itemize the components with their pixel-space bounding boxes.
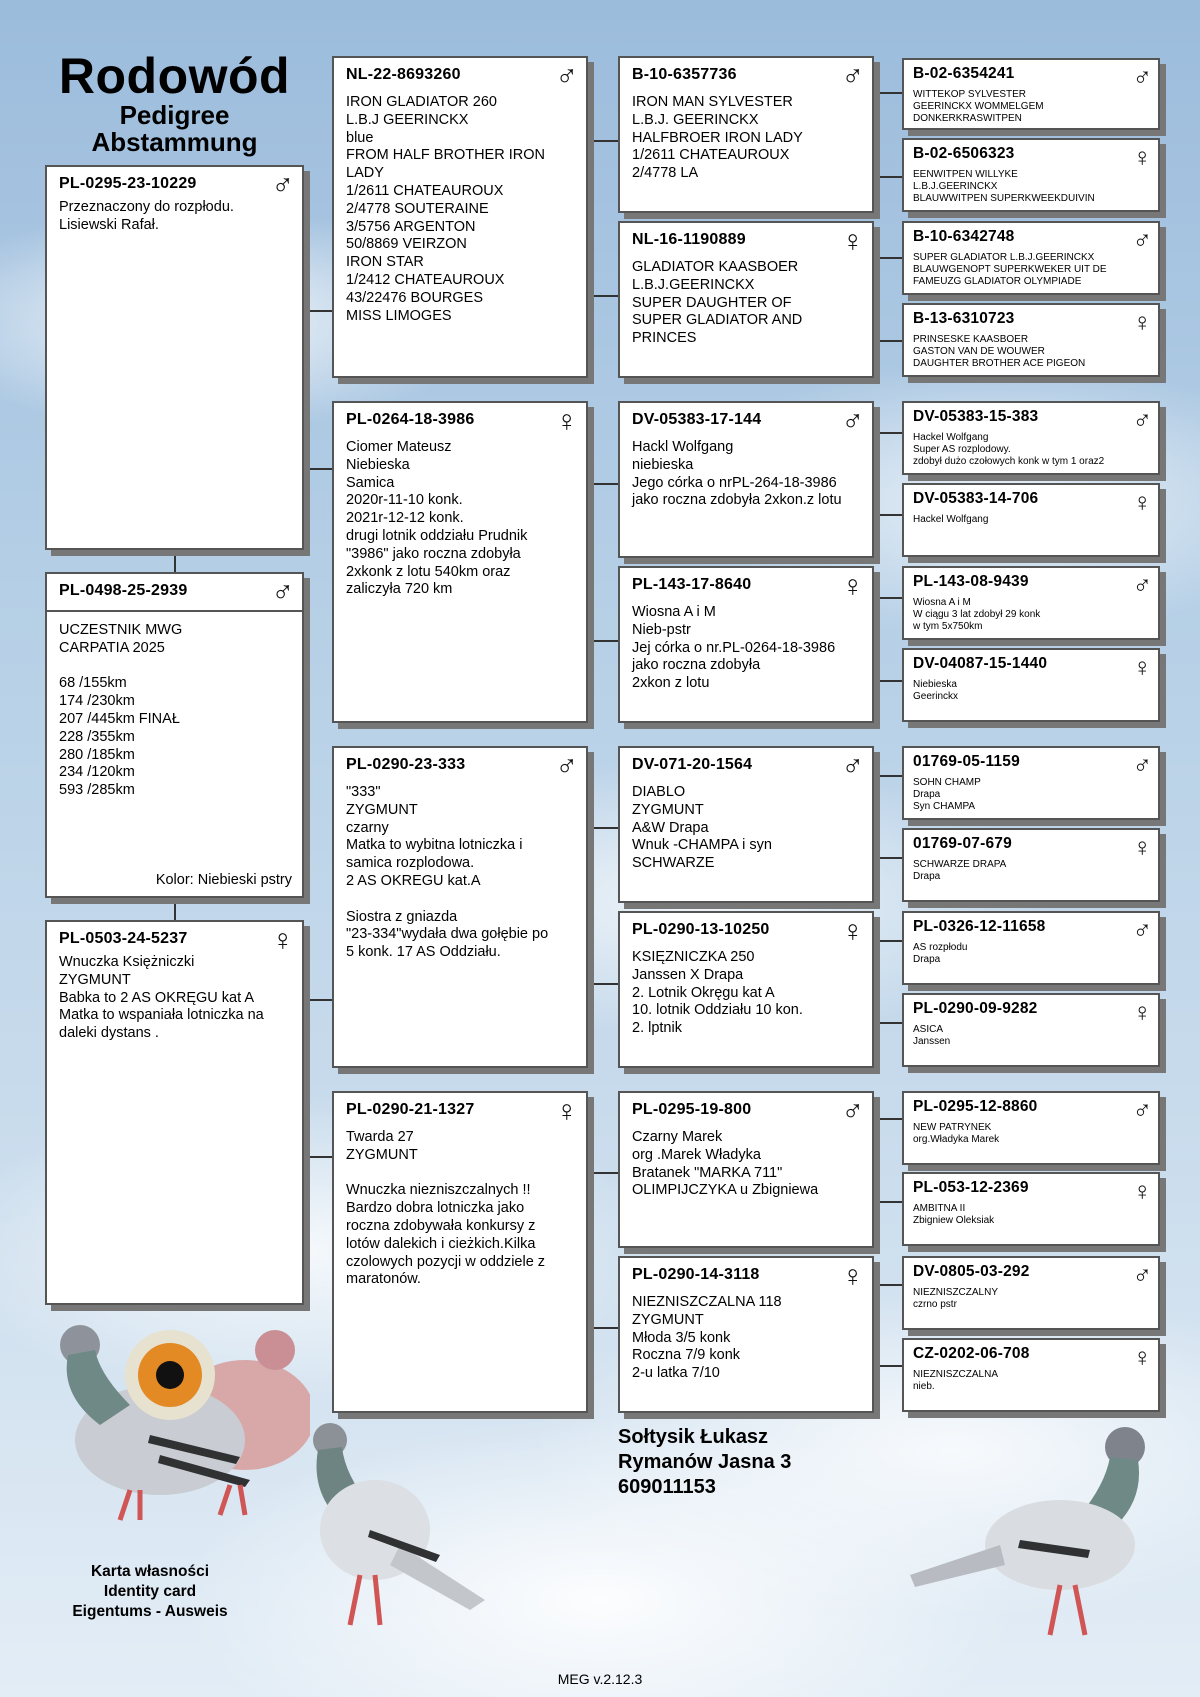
ring-number: PL-0295-12-8860 — [913, 1098, 1038, 1115]
pigeon-illustration — [900, 1425, 1170, 1655]
pigeon-card-gen2[interactable] — [332, 1091, 588, 1413]
pigeon-illustration — [290, 1415, 490, 1645]
pigeon-card-gen3[interactable] — [618, 401, 874, 558]
connector-line — [588, 1172, 618, 1174]
title-abstammung: Abstammung — [91, 127, 258, 157]
male-symbol-icon: ♂ — [1132, 62, 1152, 92]
pigeon-card-gen4[interactable] — [902, 1256, 1160, 1330]
pigeon-notes: SOHN CHAMP Drapa Syn CHAMPA — [913, 777, 981, 812]
male-symbol-icon: ♂ — [1132, 1095, 1152, 1125]
connector-line — [304, 999, 332, 1001]
pigeon-card-gen2[interactable] — [332, 56, 588, 378]
pigeon-card-gen4[interactable] — [902, 746, 1160, 820]
connector-line — [588, 1327, 618, 1329]
female-symbol-icon: ♀ — [1132, 1176, 1152, 1206]
pigeon-pair-illustration — [40, 1315, 310, 1545]
ring-number: PL-0290-23-333 — [346, 756, 466, 773]
ring-number: PL-0326-12-11658 — [913, 918, 1046, 935]
female-symbol-icon: ♀ — [841, 225, 864, 258]
pigeon-notes: GLADIATOR KAASBOER L.B.J.GEERINCKX SUPER DAUGHTER OF SUPER GLADIATOR AND PRINCES — [632, 259, 803, 347]
pigeon-notes: Niebieska Geerinckx — [913, 679, 959, 702]
female-symbol-icon: ♀ — [271, 924, 294, 957]
ring-number: 01769-07-679 — [913, 835, 1012, 852]
ring-number: B-13-6310723 — [913, 310, 1015, 327]
ring-number: PL-0295-19-800 — [632, 1101, 752, 1118]
male-symbol-icon: ♂ — [841, 60, 864, 93]
pigeon-card-gen4[interactable] — [902, 483, 1160, 557]
connector-line — [874, 92, 902, 94]
male-symbol-icon: ♂ — [841, 1095, 864, 1128]
pigeon-card-gen4[interactable] — [902, 566, 1160, 640]
male-symbol-icon: ♂ — [1132, 1260, 1152, 1290]
identity-card-pl: Karta własności — [90, 1563, 210, 1580]
ring-number: PL-0290-09-9282 — [913, 1000, 1038, 1017]
female-symbol-icon: ♀ — [841, 570, 864, 603]
ring-number: PL-0295-23-10229 — [59, 175, 197, 192]
pigeon-notes: NIEZNISZCZALNY czrno pstr — [913, 1287, 999, 1310]
pigeon-notes: NEW PATRYNEK org.Władyka Marek — [913, 1122, 1000, 1145]
pigeon-notes: Hackel Wolfgang Super AS rozplodowy. zdobył dużo czołowych konk w tym 1 oraz2 — [913, 432, 1105, 467]
female-symbol-icon: ♀ — [841, 915, 864, 948]
pigeon-notes: Czarny Marek org .Marek Władyka Bratanek "MARKA 711" OLIMPIJCZYKA u Zbigniewa — [632, 1129, 819, 1199]
pigeon-head — [255, 1330, 295, 1370]
connector-line — [874, 432, 902, 434]
ring-number: PL-0264-18-3986 — [346, 411, 475, 428]
pigeon-notes: ASICA Janssen — [913, 1024, 951, 1047]
female-symbol-icon: ♀ — [841, 1260, 864, 1293]
female-symbol-icon: ♀ — [555, 1095, 578, 1128]
ring-number: CZ-0202-06-708 — [913, 1345, 1030, 1362]
pigeon-card-gen3[interactable] — [618, 911, 874, 1068]
ring-number: PL-0498-25-2939 — [59, 582, 188, 599]
connector-line — [588, 827, 618, 829]
ring-number: PL-0503-24-5237 — [59, 930, 188, 947]
pigeon-card-sire[interactable] — [45, 572, 304, 898]
pigeon-notes: Wiosna A i M W ciągu 3 lat zdobył 29 konk w tym 5x750km — [913, 597, 1041, 632]
pigeon-notes: Hackel Wolfgang — [913, 514, 989, 525]
female-symbol-icon: ♀ — [1132, 142, 1152, 172]
male-symbol-icon: ♂ — [1132, 225, 1152, 255]
ring-number: 01769-05-1159 — [913, 753, 1020, 770]
color-note: Kolor: Niebieski pstry — [155, 872, 292, 888]
ring-number: DV-05383-14-706 — [913, 490, 1039, 507]
pigeon-notes: SCHWARZE DRAPA Drapa — [913, 859, 1007, 882]
connector-line — [874, 597, 902, 599]
pigeon-card-gen3[interactable] — [618, 566, 874, 723]
ring-number: NL-16-1190889 — [632, 231, 746, 248]
male-symbol-icon: ♂ — [1132, 915, 1152, 945]
pigeon-notes: DIABLO ZYGMUNT A&W Drapa Wnuk -CHAMPA i syn SCHWARZE — [632, 784, 772, 872]
pigeon-card-gen4[interactable] — [902, 221, 1160, 295]
ring-number: DV-05383-15-383 — [913, 408, 1039, 425]
divider — [47, 610, 302, 612]
ring-number: B-10-6342748 — [913, 228, 1015, 245]
identity-card-en: Identity card — [103, 1583, 197, 1600]
pigeon-notes: EENWITPEN WILLYKE L.B.J.GEERINCKX BLAUWWITPEN SUPERKWEEKDUIVIN — [913, 169, 1095, 204]
pigeon-tail — [910, 1545, 1005, 1587]
ring-number: DV-05383-17-144 — [632, 411, 762, 428]
identity-card-label — [40, 1562, 260, 1622]
pigeon-card-gen2[interactable] — [332, 401, 588, 723]
male-symbol-icon: ♂ — [555, 750, 578, 783]
pigeon-notes: SUPER GLADIATOR L.B.J.GEERINCKX BLAUWGENOPT SUPERKWEKER UIT DE FAMEUZG GLADIATOR OLYMPIADE — [913, 252, 1107, 287]
pigeon-feet — [350, 1575, 380, 1625]
connector-line — [174, 550, 176, 572]
identity-card-de: Eigentums - Ausweis — [72, 1603, 228, 1620]
ring-number: B-02-6354241 — [913, 65, 1015, 82]
connector-line — [874, 775, 902, 777]
pigeon-card-gen4[interactable] — [902, 993, 1160, 1067]
ring-number: B-10-6357736 — [632, 66, 737, 83]
pigeon-card-main[interactable] — [45, 165, 304, 550]
connector-line — [588, 140, 618, 142]
pigeon-notes: Wnuczka Księżniczki ZYGMUNT Babka to 2 AS OKRĘGU kat A Matka to wspaniała lotniczka na daleki dystans . — [59, 954, 264, 1042]
ring-number: PL-0290-13-10250 — [632, 921, 770, 938]
connector-line — [304, 1156, 332, 1158]
connector-line — [874, 1284, 902, 1286]
connector-line — [874, 340, 902, 342]
pigeon-notes: Ciomer Mateusz Niebieska Samica 2020r-11-10 konk. 2021r-12-12 konk. drugi lotnik oddziału Prudnik "3986" jako roczna zdobyła 2xkonk z lotu 540km oraz zaliczyła 720 km — [346, 439, 528, 598]
title-pedigree: Pedigree — [119, 100, 230, 130]
pigeon-notes: NIEZNISZCZALNA 118 ZYGMUNT Młoda 3/5 konk Roczna 7/9 konk 2-u latka 7/10 — [632, 1294, 782, 1382]
ring-number: DV-071-20-1564 — [632, 756, 753, 773]
pigeon-card-gen3[interactable] — [618, 1256, 874, 1413]
female-symbol-icon: ♀ — [1132, 487, 1152, 517]
pigeon-card-gen4[interactable] — [902, 58, 1160, 130]
connector-line — [588, 483, 618, 485]
ring-number: PL-053-12-2369 — [913, 1179, 1029, 1196]
pigeon-notes: "333" ZYGMUNT czarny Matka to wybitna lotniczka i samica rozplodowa. 2 AS OKREGU kat.A Siostra z gniazda "23-334"wydała dwa gołębie po 5 konk. 17 AS Oddziału. — [346, 784, 549, 961]
title-rodowod: Rodowód — [58, 48, 291, 104]
connector-line — [874, 257, 902, 259]
connector-line — [874, 1022, 902, 1024]
connector-line — [588, 295, 618, 297]
pigeon-feet — [1050, 1585, 1085, 1635]
male-symbol-icon: ♂ — [841, 750, 864, 783]
female-symbol-icon: ♀ — [1132, 832, 1152, 862]
pigeon-card-gen3[interactable] — [618, 746, 874, 903]
female-symbol-icon: ♀ — [1132, 997, 1152, 1027]
owner-info — [618, 1425, 791, 1500]
pigeon-notes: Wiosna A i M Nieb-pstr Jej córka o nr.PL-0264-18-3986 jako roczna zdobyła 2xkon z lotu — [632, 604, 836, 692]
pigeon-notes: AMBITNA II Zbigniew Oleksiak — [913, 1203, 995, 1226]
pigeon-card-gen3[interactable] — [618, 221, 874, 378]
female-symbol-icon: ♀ — [1132, 652, 1152, 682]
connector-line — [874, 940, 902, 942]
connector-line — [874, 176, 902, 178]
pigeon-card-gen4[interactable] — [902, 911, 1160, 985]
male-symbol-icon: ♂ — [271, 169, 294, 202]
pigeon-card-gen2[interactable] — [332, 746, 588, 1068]
pigeon-card-gen3[interactable] — [618, 56, 874, 213]
pigeon-notes: Hackl Wolfgang niebieska Jego córka o nrPL-264-18-3986 jako roczna zdobyła 2xkon.z lotu — [632, 439, 842, 509]
ring-number: NL-22-8693260 — [346, 66, 461, 83]
pigeon-notes: PRINSESKE KAASBOER GASTON VAN DE WOUWER DAUGHTER BROTHER ACE PIGEON — [913, 334, 1086, 369]
pigeon-card-gen4[interactable] — [902, 401, 1160, 475]
connector-line — [304, 310, 332, 312]
owner-phone: 609011153 — [618, 1476, 716, 1498]
pigeon-card-dam[interactable] — [45, 920, 304, 1305]
female-symbol-icon: ♀ — [1132, 307, 1152, 337]
pigeon-notes: IRON MAN SYLVESTER L.B.J. GEERINCKX HALFBROER IRON LADY 1/2611 CHATEAUROUX 2/4778 LA — [632, 94, 803, 182]
male-symbol-icon: ♂ — [271, 576, 294, 609]
owner-name: Sołtysik Łukasz — [618, 1426, 769, 1448]
pigeon-card-gen4[interactable] — [902, 828, 1160, 902]
pigeon-card-gen4[interactable] — [902, 138, 1160, 212]
pigeon-notes: AS rozpłodu Drapa — [913, 942, 968, 965]
pigeon-notes: KSIĘZNICZKA 250 Janssen X Drapa 2. Lotnik Okręgu kat A 10. lotnik Oddziału 10 kon. 2. lptnik — [632, 949, 803, 1037]
pigeon-body — [985, 1500, 1135, 1590]
ring-number: PL-143-08-9439 — [913, 573, 1029, 590]
ring-number: PL-0290-14-3118 — [632, 1266, 760, 1283]
female-symbol-icon: ♀ — [555, 405, 578, 438]
version-label: MEG v.2.12.3 — [557, 1671, 643, 1687]
ring-number: B-02-6506323 — [913, 145, 1015, 162]
ring-number: DV-04087-15-1440 — [913, 655, 1048, 672]
connector-line — [588, 640, 618, 642]
pigeon-notes: Twarda 27 ZYGMUNT Wnuczka niezniszczalnych !! Bardzo dobra lotniczka jako roczna zdobywała konkursy z lotów dalekich i cieżkich.Kilka czolowych pozycji w oddziele z maratonów. — [346, 1129, 546, 1288]
pigeon-notes: UCZESTNIK MWG CARPATIA 2025 68 /155km 174 /230km 207 /445km FINAŁ 228 /355km 280 /185km 234 /120km 593 /285km — [59, 622, 183, 799]
male-symbol-icon: ♂ — [1132, 750, 1152, 780]
female-symbol-icon: ♀ — [1132, 1342, 1152, 1372]
pigeon-notes: Przeznaczony do rozpłodu. Lisiewski Rafał. — [59, 199, 234, 233]
connector-line — [874, 1365, 902, 1367]
ring-number: PL-0290-21-1327 — [346, 1101, 475, 1118]
ring-number: PL-143-17-8640 — [632, 576, 752, 593]
male-symbol-icon: ♂ — [1132, 405, 1152, 435]
connector-line — [304, 468, 332, 470]
pigeon-notes: IRON GLADIATOR 260 L.B.J GEERINCKX blue FROM HALF BROTHER IRON LADY 1/2611 CHATEAUROUX 2/4778 SOUTERAINE 3/5756 ARGENTON 50/8869 VEIRZON IRON STAR 1/2412 CHATEAUROUX 43/22476 BOURGES MISS LIMOGES — [346, 94, 545, 324]
pigeon-card-gen4[interactable] — [902, 1338, 1160, 1412]
pigeon-notes: NIEZNISZCZALNA nieb. — [913, 1369, 999, 1392]
connector-line — [874, 1201, 902, 1203]
male-symbol-icon: ♂ — [1132, 570, 1152, 600]
ring-number: DV-0805-03-292 — [913, 1263, 1030, 1280]
connector-line — [874, 857, 902, 859]
connector-line — [588, 983, 618, 985]
pigeon-card-gen4[interactable] — [902, 1091, 1160, 1165]
pigeon-card-gen4[interactable] — [902, 303, 1160, 377]
pigeon-card-gen4[interactable] — [902, 1172, 1160, 1246]
connector-line — [874, 1118, 902, 1120]
owner-address: Rymanów Jasna 3 — [618, 1451, 792, 1473]
male-symbol-icon: ♂ — [841, 405, 864, 438]
pigeon-notes: WITTEKOP SYLVESTER GEERINCKX WOMMELGEM DONKERKRASWITPEN — [913, 89, 1044, 124]
connector-line — [874, 680, 902, 682]
eye-pupil — [156, 1361, 184, 1389]
male-symbol-icon: ♂ — [555, 60, 578, 93]
connector-line — [174, 898, 176, 920]
connector-line — [874, 514, 902, 516]
pigeon-card-gen3[interactable] — [618, 1091, 874, 1248]
pigeon-card-gen4[interactable] — [902, 648, 1160, 722]
